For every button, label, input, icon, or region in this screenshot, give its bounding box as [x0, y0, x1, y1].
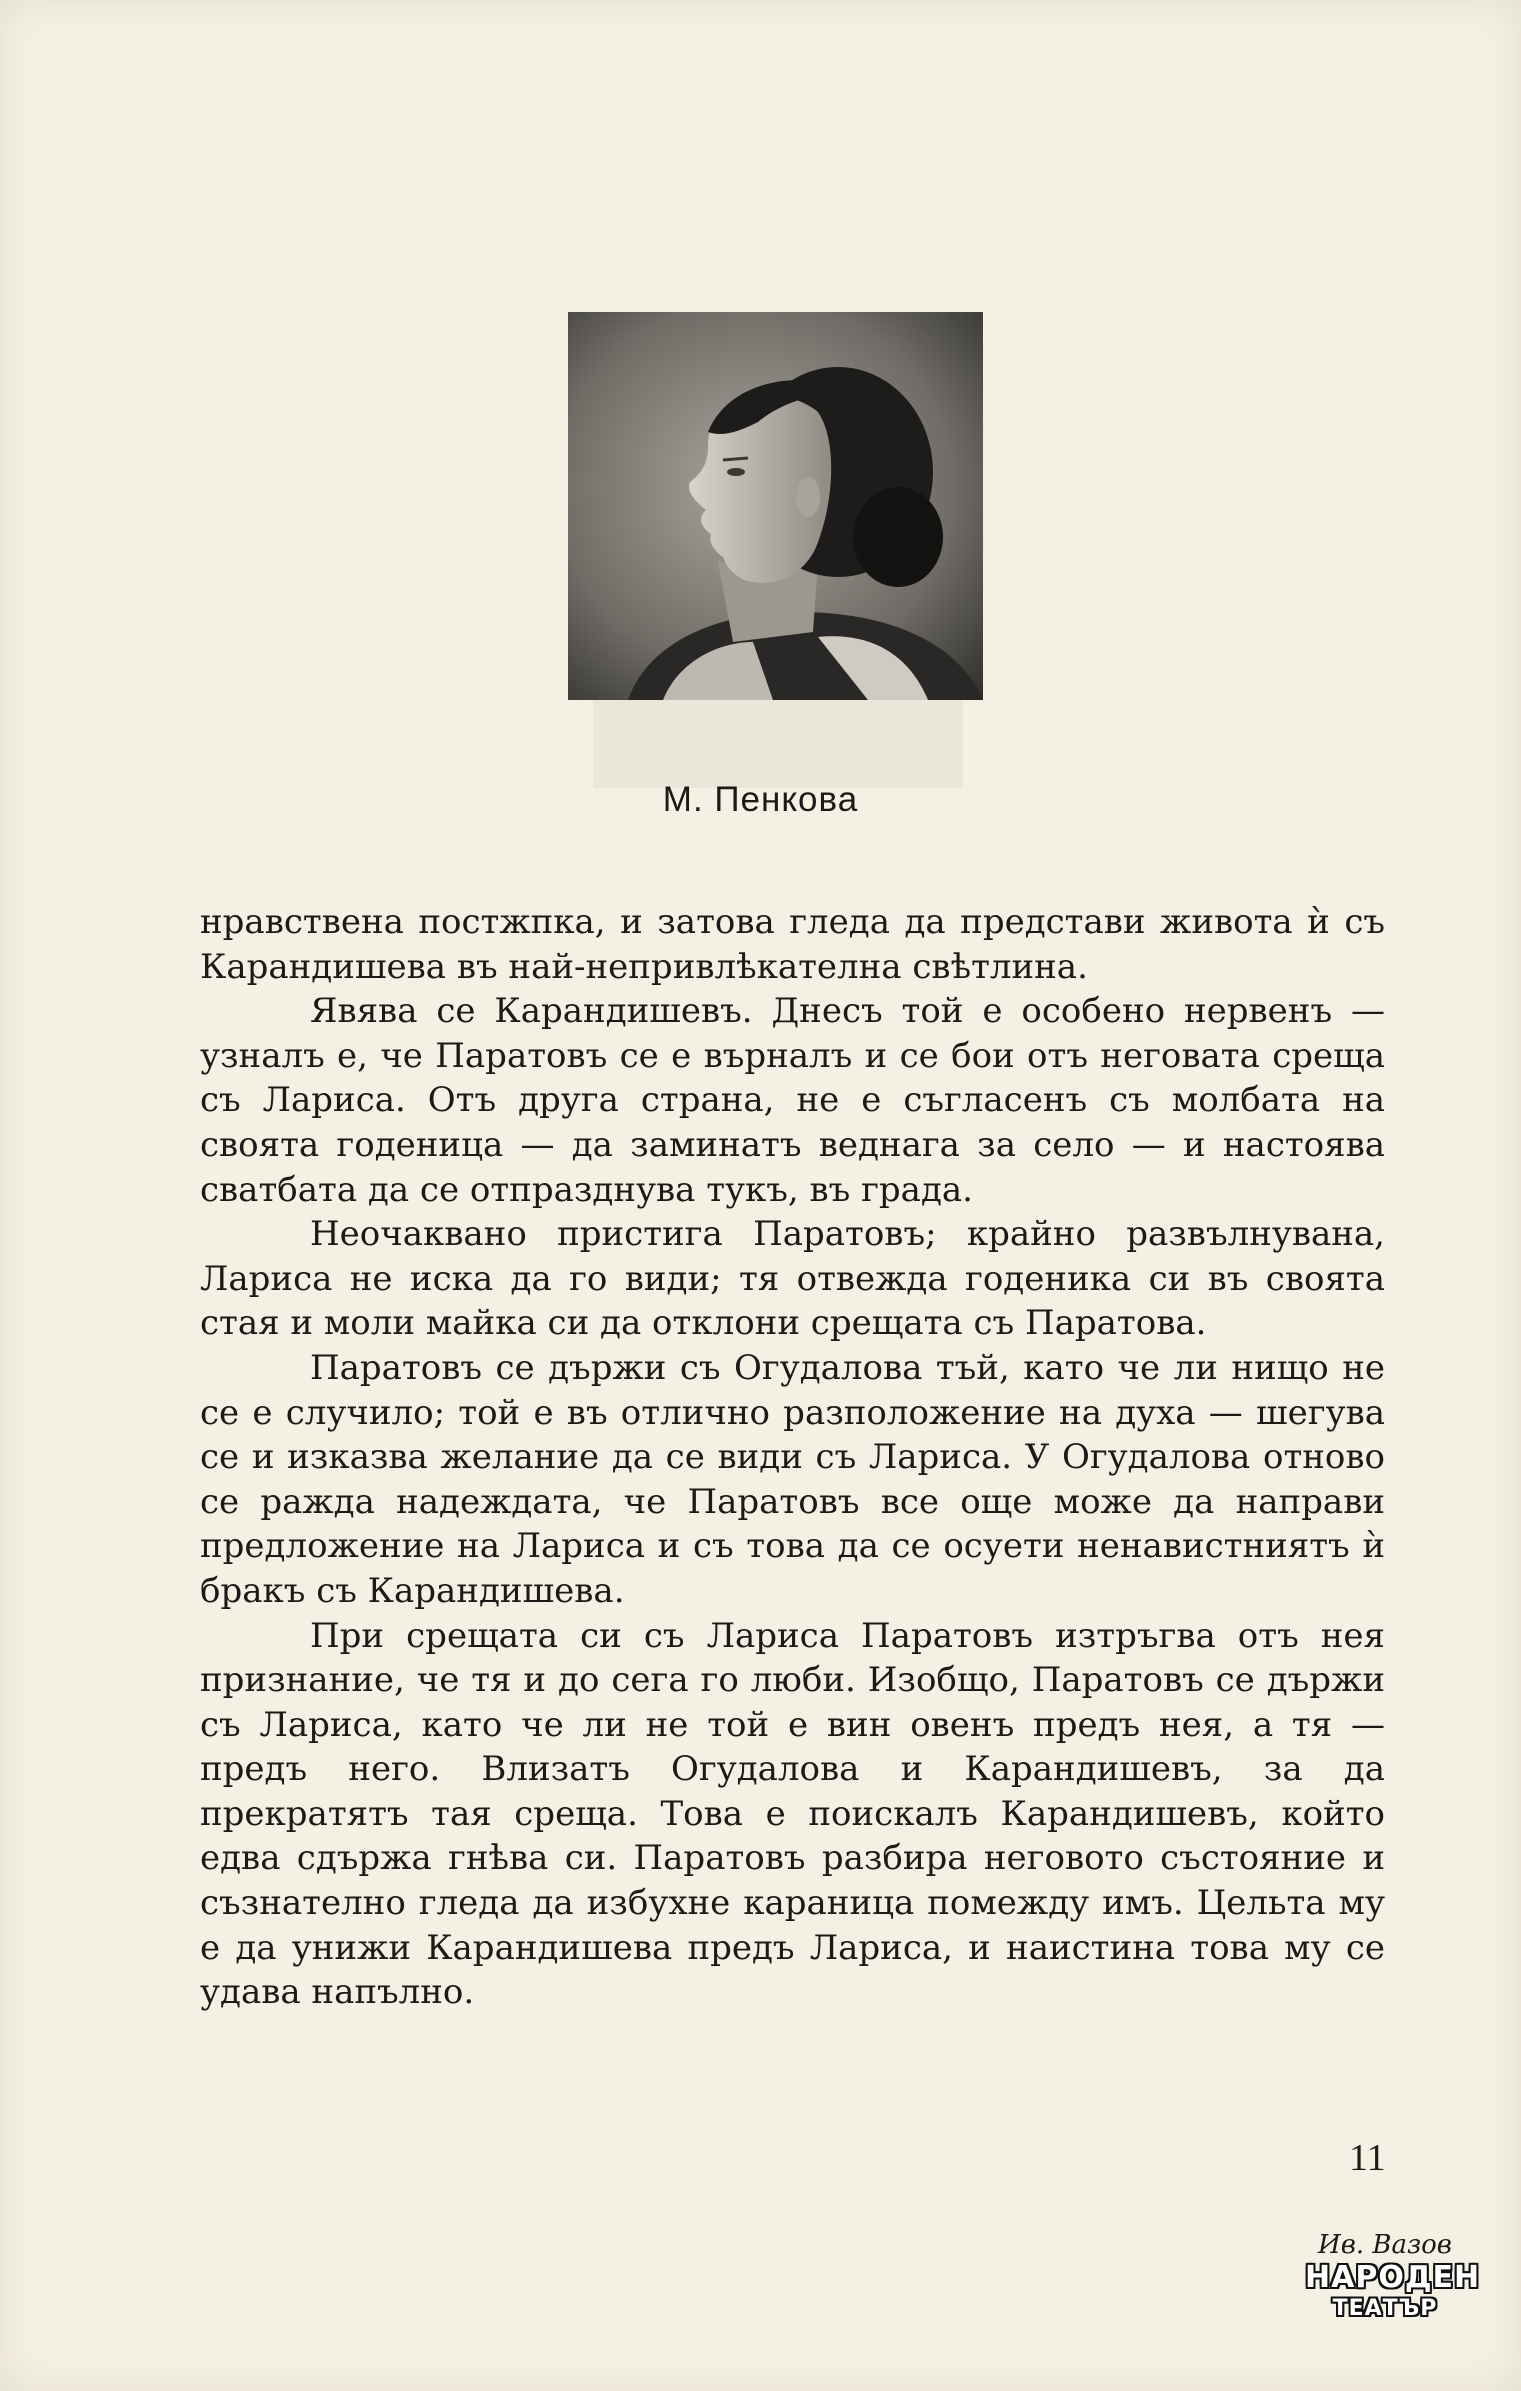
- photo-caption: М. Пенкова: [662, 780, 859, 819]
- national-theatre-logo: [1305, 2230, 1481, 2340]
- paragraph-3: Неочаквано пристига Паратовъ; крайно развълнувана, Лариса не иска да го види; тя отвежда годеника си въ своята стая и моли майка си да отклони срещата съ Паратова.: [200, 1214, 1385, 1344]
- paragraph-4: Паратовъ се държи съ Огудалова тъй, като че ли нищо не се е случило; той е въ отлично разположение на духа — шегува се и изказва желание да се види съ Лариса. У Огудалова отново се ражда надеждата, че Паратовъ все още може да направи предложение на Лариса и съ това да се осуети ненавистниятъ ѝ бракъ съ Карандишева.: [200, 1347, 1385, 1611]
- photo-shadow: [593, 700, 963, 788]
- portrait-photo: [568, 312, 983, 700]
- paragraph-5: При срещата си съ Лариса Паратовъ изтръгва отъ нея признание, че тя и до сега го люби. Изобщо, Паратовъ се държи съ Лариса, като че ли не той е вин овенъ предъ нея, а тя — предъ него. Влизатъ Огудалова и Карандишевъ, за да прекратятъ тая среща. Това е поискалъ Карандишевъ, който едва сдържа гнѣва си. Паратовъ разбира неговото състояние и съзнателно гледа да избухне караница помежду имъ. Цельта му е да унижи Карандишева предъ Лариса, и наистина това му се удава напълно.: [200, 1615, 1385, 2013]
- body-text: [200, 900, 1385, 2015]
- portrait-illustration: [568, 312, 983, 700]
- logo-line-1: НАРОДЕН: [1305, 2260, 1481, 2295]
- logo-line-2: ТЕАТЪР: [1332, 2296, 1438, 2321]
- paragraph-2: Явява се Карандишевъ. Днесъ той е особено нервенъ — узналъ е, че Паратовъ се е върналъ и се бои отъ неговата среща съ Лариса. Отъ друга страна, не е съгласенъ съ молбата на своята годеница — да заминатъ веднага за село — и настоява сватбата да се отпразднува тукъ, въ града.: [200, 991, 1385, 1210]
- logo-signature: Ив. Вазов: [1318, 2230, 1452, 2260]
- page-number: 11: [1349, 2137, 1386, 2179]
- paragraph-1: нравствена постжпка, и затова гледа да представи живота ѝ съ Карандишева въ най-непривлѣкателна свѣтлина.: [200, 902, 1385, 987]
